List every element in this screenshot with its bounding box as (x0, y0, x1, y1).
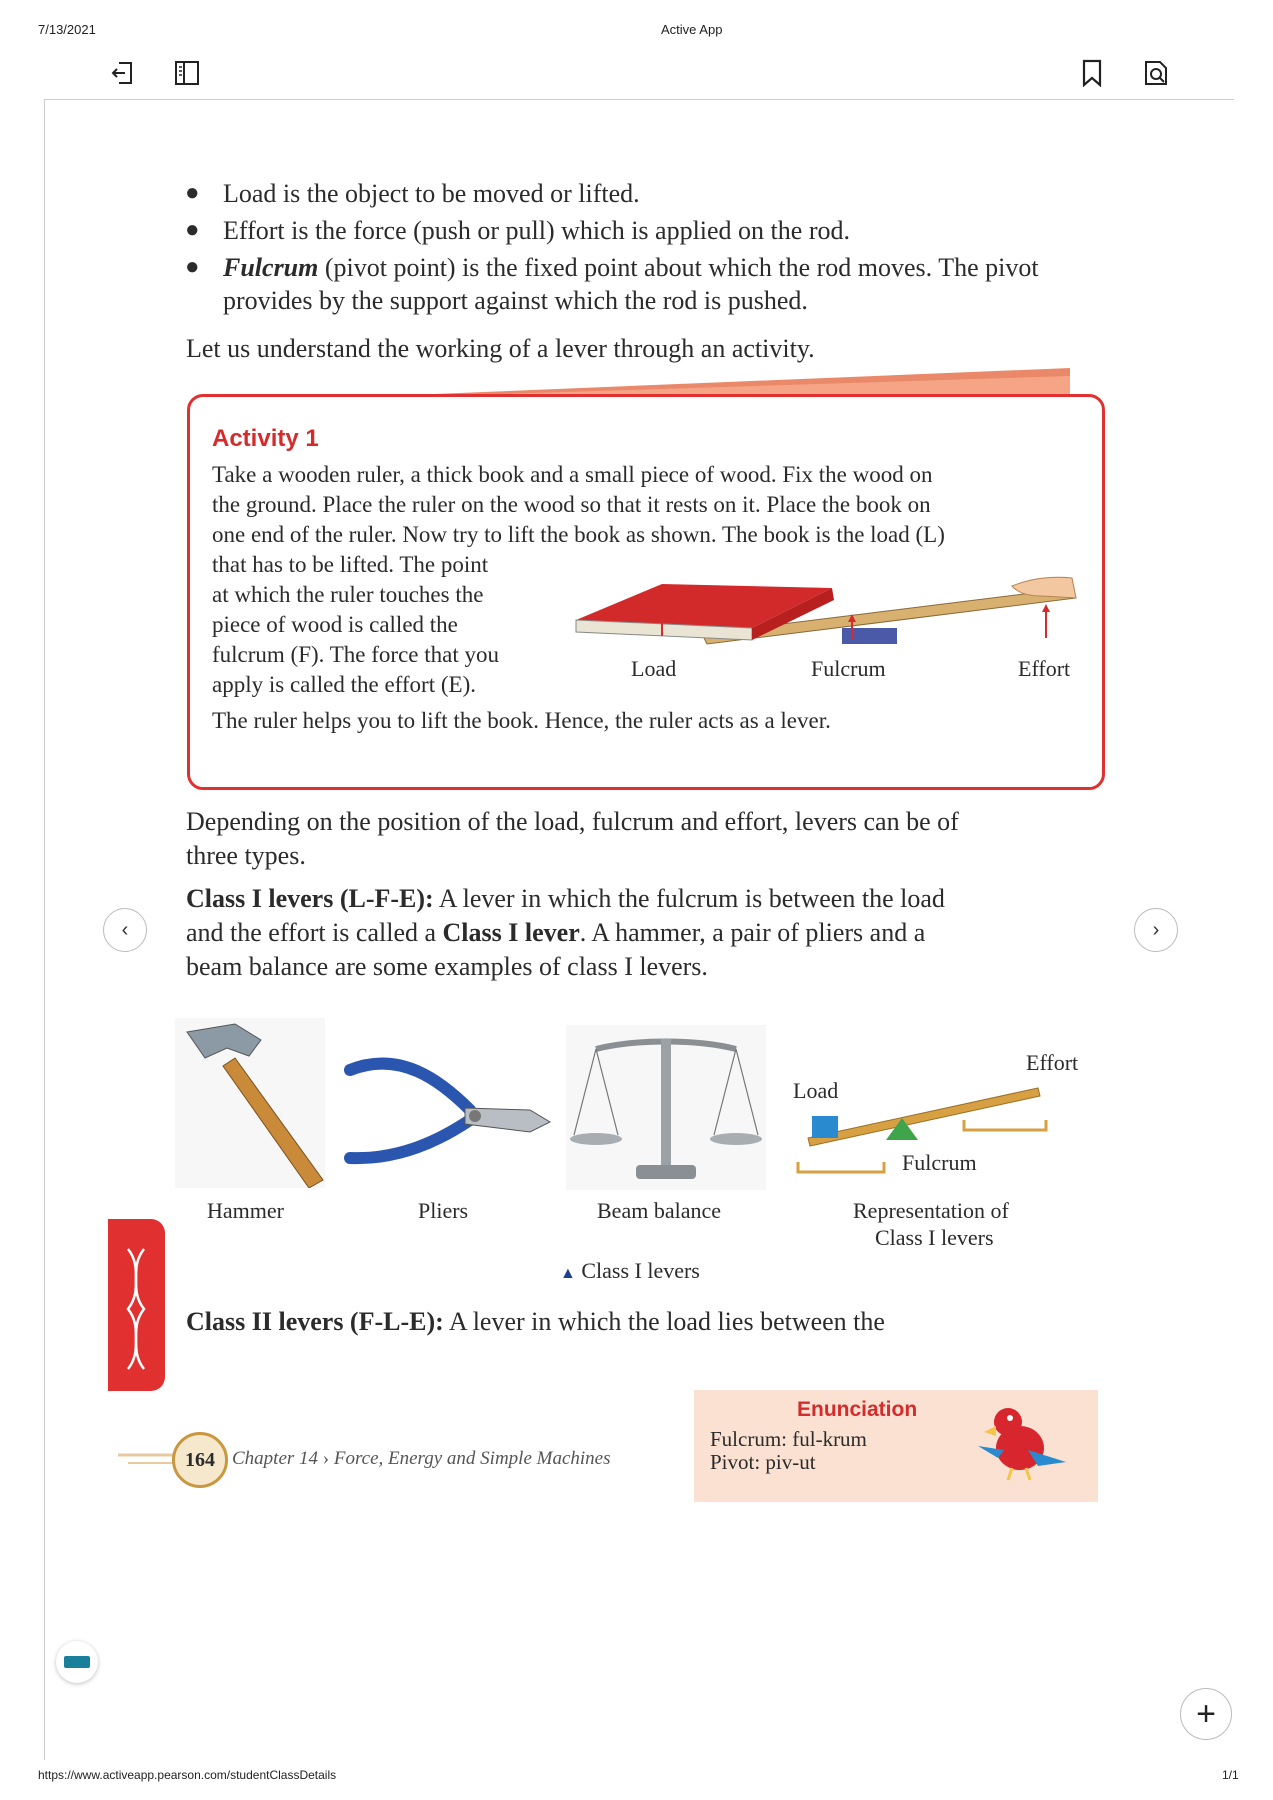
enunciation-title: Enunciation (797, 1398, 918, 1421)
figure-caption: ▲ Class I levers (560, 1258, 700, 1283)
beam-balance-image (566, 1025, 766, 1190)
bookmark-icon[interactable] (1072, 53, 1112, 93)
bullet-effort: ● Effort is the force (push or pull) which is applied on the rod. (185, 216, 850, 245)
activity-line: at which the ruler touches the (212, 582, 484, 607)
viewer-left-border (44, 100, 45, 1760)
plus-icon: + (1196, 1694, 1216, 1733)
book-ruler-illustration (572, 570, 1082, 670)
bullet-load: ● Load is the object to be moved or lifted. (185, 179, 640, 208)
pliers-image (340, 1040, 555, 1180)
bullet-fulcrum: ● Fulcrum (pivot point) is the fixed point about which the rod moves. The pivot provides by the support against which the rod is pushed. (185, 253, 1039, 315)
types-text: Depending on the position of the load, fulcrum and effort, levers can be of (186, 807, 959, 836)
class1-line: Class I levers (L-F-E): A lever in which the fulcrum is between the load (186, 884, 945, 913)
side-tab (108, 1219, 165, 1391)
next-page-button[interactable]: › (1134, 908, 1178, 952)
page-number-badge: 164 (172, 1432, 228, 1488)
print-page-count: 1/1 (1222, 1768, 1239, 1782)
rep-effort-label: Effort (1026, 1050, 1079, 1075)
print-title: Active App (661, 22, 723, 37)
activity-effort-label: Effort (1018, 656, 1071, 681)
class1-line: and the effort is called a Class I lever. A hammer, a pair of pliers and a (186, 918, 926, 947)
search-page-icon[interactable] (1136, 53, 1176, 93)
pliers-caption: Pliers (418, 1198, 469, 1223)
previous-page-button[interactable]: ‹ (103, 908, 147, 952)
activity-line: the ground. Place the ruler on the wood so that it rests on it. Place the book on (212, 492, 931, 517)
exit-icon[interactable] (103, 53, 143, 93)
notes-button[interactable] (56, 1641, 98, 1683)
rep-fulcrum-label: Fulcrum (902, 1150, 977, 1175)
intro-text: Let us understand the working of a lever through an activity. (186, 334, 815, 363)
class1-line: beam balance are some examples of class I levers. (186, 952, 708, 981)
activity-line: apply is called the effort (E). (212, 672, 476, 697)
activity-title: Activity 1 (212, 425, 319, 452)
print-date: 7/13/2021 (38, 22, 96, 37)
types-text: three types. (186, 841, 306, 870)
panel-icon[interactable] (167, 53, 207, 93)
enunciation-line: Pivot: piv-ut (710, 1450, 816, 1474)
activity-line: Take a wooden ruler, a thick book and a small piece of wood. Fix the wood on (212, 462, 933, 487)
beam-balance-caption: Beam balance (597, 1198, 721, 1223)
dna-icon (108, 1219, 165, 1391)
add-button[interactable] (1180, 1688, 1232, 1740)
activity-load-label: Load (631, 656, 677, 681)
bullet-list (175, 177, 1105, 321)
representation-caption: Representation of (853, 1198, 1009, 1223)
rep-load-label: Load (793, 1078, 839, 1103)
enunciation-line: Fulcrum: ful-krum (710, 1427, 867, 1451)
toolbar-divider (44, 99, 1234, 100)
activity-line: piece of wood is called the (212, 612, 458, 637)
activity-fulcrum-label: Fulcrum (811, 656, 886, 681)
notes-icon (64, 1656, 90, 1668)
chapter-footer: Chapter 14 › Force, Energy and Simple Machines (232, 1448, 611, 1469)
parrot-image (968, 1398, 1078, 1482)
class2-line: Class II levers (F-L-E): A lever in which the load lies between the (186, 1307, 885, 1336)
hammer-image (175, 1018, 325, 1188)
activity-line: The ruler helps you to lift the book. Hence, the ruler acts as a lever. (212, 708, 831, 733)
print-url: https://www.activeapp.pearson.com/studentClassDetails (38, 1768, 337, 1782)
activity-line: one end of the ruler. Now try to lift the book as shown. The book is the load (L) (212, 522, 945, 547)
activity-line: fulcrum (F). The force that you (212, 642, 499, 667)
hammer-caption: Hammer (207, 1198, 284, 1223)
activity-line: that has to be lifted. The point (212, 552, 489, 577)
representation-caption: Class I levers (875, 1225, 994, 1250)
